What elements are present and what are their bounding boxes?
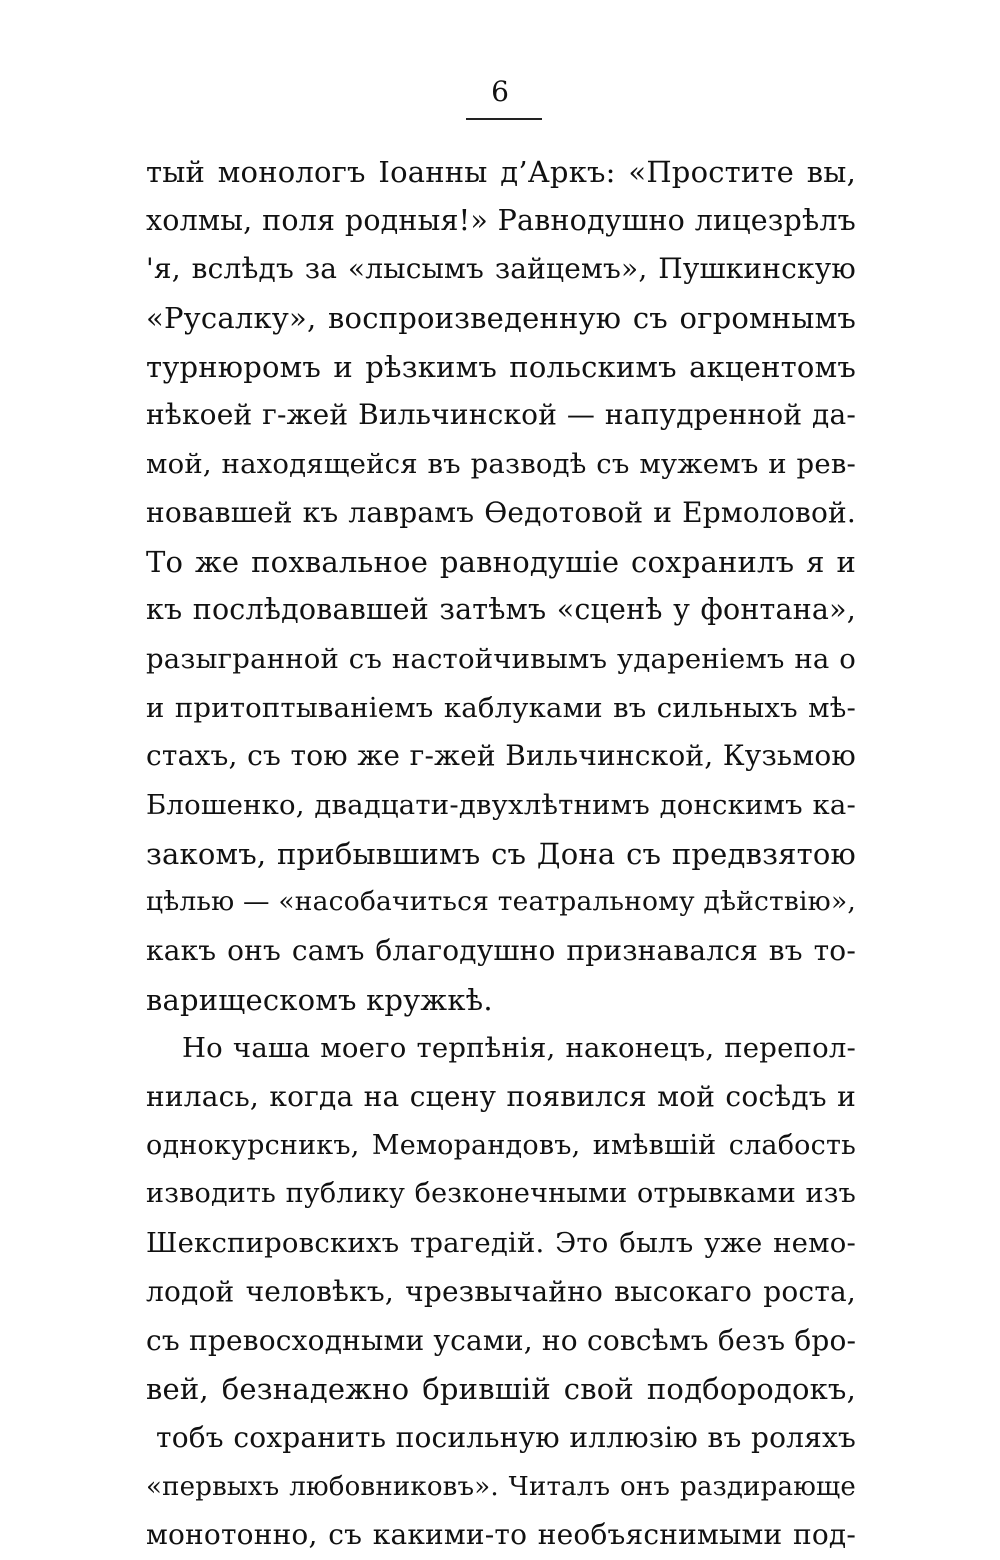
text-line: «Русалку», воспроизведенную съ огромнымъ [146, 301, 856, 336]
text-line: 'я, вслѣдъ за «лысымъ зайцемъ», Пушкинскую [146, 252, 856, 286]
text-line: Шекспировскихъ трагедій. Это былъ уже немо- [146, 1227, 856, 1260]
page-number-rule [466, 118, 542, 120]
text-line: къ послѣдовавшей затѣмъ «сценѣ у фонтана», [146, 593, 856, 627]
text-line: вей, безнадежно брившій свой подбородокъ, [146, 1372, 856, 1407]
page-number: 6 [491, 75, 509, 108]
paragraph-end-line: варищескомъ кружкѣ. [146, 982, 493, 1017]
text-line: турнюромъ и рѣзкимъ польскимъ акцентомъ [146, 349, 856, 384]
text-line: То же похвальное равнодушіе сохранилъ я и [146, 544, 856, 579]
text-line: изводить публику безконечными отрывками изъ [146, 1178, 856, 1210]
text-line: лодой человѣкъ, чрезвычайно высокаго роста, [146, 1274, 856, 1308]
text-line: тобъ сохранить посильную иллюзію въ роляхъ [156, 1420, 856, 1454]
text-line: новавшей къ лаврамъ Ѳедотовой и Ермоловой. [146, 495, 856, 529]
body-text [146, 148, 856, 1560]
text-line: холмы, поля родныя!» Равнодушно лицезрѣлъ [146, 203, 856, 237]
text-line: разыгранной съ настойчивымъ удареніемъ на о [146, 642, 856, 675]
paragraph-start-line: Но чаша моего терпѣнія, наконецъ, перепол- [182, 1032, 856, 1065]
text-line: однокурсникъ, Меморандовъ, имѣвшій слабость [146, 1129, 856, 1161]
text-line: тый монологъ Іоанны д’Аркъ: «Простите вы, [146, 155, 856, 189]
text-line: Блошенко, двадцати-двухлѣтнимъ донскимъ ка- [146, 788, 856, 821]
text-line: какъ онъ самъ благодушно признавался въ то- [146, 934, 856, 967]
text-line: съ превосходными усами, но совсѣмъ безъ бро- [146, 1323, 856, 1357]
text-line: стахъ, съ тою же г-жей Вильчинской, Кузьмою [146, 739, 856, 773]
text-line: цѣлью — «насобачиться театральному дѣйствію», [146, 886, 856, 918]
text-line: монотонно, съ какими-то необъяснимыми под- [146, 1518, 856, 1552]
text-line: мой, находящейся въ разводѣ съ мужемъ и рев- [146, 448, 856, 481]
text-line: «первыхъ любовниковъ». Читалъ онъ раздирающе [146, 1471, 856, 1502]
text-line: нѣкоей г-жей Вильчинской — напудренной да- [146, 398, 856, 432]
text-line: и притоптываніемъ каблуками въ сильныхъ мѣ- [146, 691, 856, 724]
text-line: нилась, когда на сцену появился мой сосѣдъ и [146, 1080, 856, 1114]
text-line: закомъ, прибывшимъ съ Дона съ предвзятою [146, 836, 856, 871]
